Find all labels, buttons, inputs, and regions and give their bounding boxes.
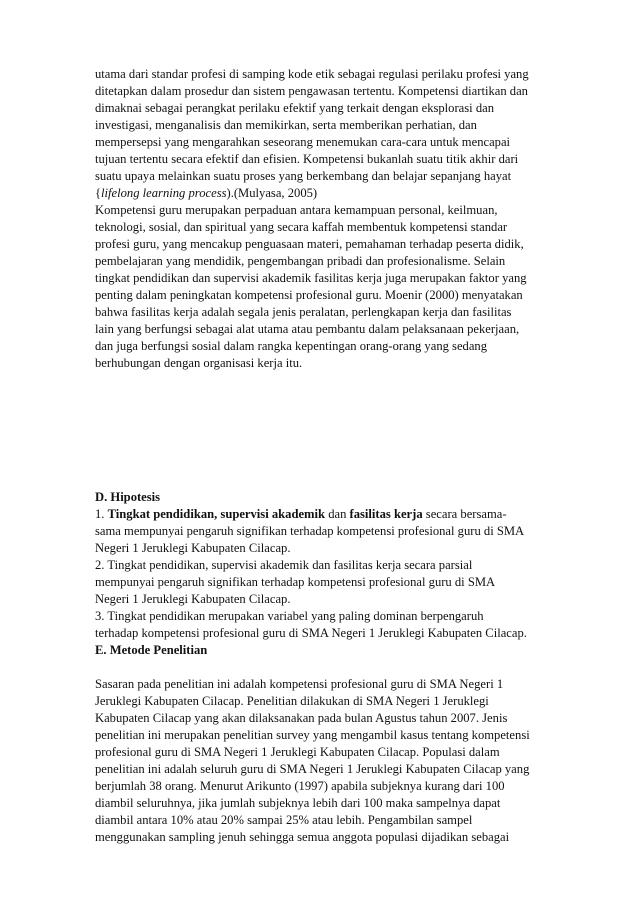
blank-line — [95, 659, 555, 676]
text-line: berjumlah 38 orang. Menurut Arikunto (1997) apabila subjeknya kurang dari 100 — [95, 779, 505, 793]
text-line: teknologi, sosial, dan spiritual yang secara kaffah membentuk kompetensi standar — [95, 220, 508, 234]
text-line: mempersepsi yang mengarahkan seseorang menemukan cara-cara untuk mencapai — [95, 135, 511, 149]
text-line: tingkat pendidikan dan supervisi akademik fasilitas kerja juga merupakan faktor yang — [95, 271, 527, 285]
heading-metode: E. Metode Penelitian — [95, 643, 208, 657]
hypothesis-3-line: 3. Tingkat pendidikan merupakan variabel yang paling dominan berpengaruh — [95, 609, 484, 623]
text-line: berhubungan dengan organisasi kerja itu. — [95, 356, 303, 370]
hypothesis-1-line — [95, 506, 555, 523]
text-line: diambil antara 10% atau 20% sampai 25% atau lebih. Pengambilan sampel — [95, 813, 473, 827]
hypothesis-1-mid: dan — [325, 507, 350, 521]
text-line: profesi guru, yang mencakup penguasaan materi, pemahaman terhadap peserta didik, — [95, 237, 524, 251]
text-line: menggunakan sampling jenuh sehingga semua anggota populasi dijadikan sebagai — [95, 830, 510, 844]
text-line: suatu upaya melainkan suatu proses yang berkembang dan belajar sepanjang hayat — [95, 169, 512, 183]
citation-close: ).(Mulyasa, 2005) — [226, 186, 318, 200]
hypothesis-2-line: 2. Tingkat pendidikan, supervisi akademik dan fasilitas kerja secara parsial — [95, 558, 473, 572]
text-line: bahwa fasilitas kerja adalah segala jenis peralatan, perlengkapan kerja dan fasilitas — [95, 305, 512, 319]
citation-italic: lifelong learning process — [101, 186, 227, 200]
text-line: dan juga berfungsi sosial dalam rangka kepentingan orang-orang yang sedang — [95, 339, 488, 353]
citation-line — [95, 185, 555, 202]
paragraph-kompetensi — [95, 66, 555, 372]
text-line: lain yang berfungsi sebagai alat utama atau pembantu dalam pelaksanaan pekerjaan, — [95, 322, 520, 336]
text-line: penelitian ini merupakan penelitian survey yang mengambil kasus tentang kompetensi — [95, 728, 530, 742]
hypothesis-1-bold-a: Tingkat pendidikan, supervisi akademik — [107, 507, 326, 521]
citation-open: { — [95, 186, 102, 200]
section-hipotesis-metode — [95, 489, 555, 846]
text-line: dimaknai sebagai perangkat perilaku efektif yang terkait dengan eksplorasi dan — [95, 101, 494, 115]
text-line: ditetapkan dalam prosedur dan sistem pengawasan tertentu. Kompetensi diartikan dan — [95, 84, 528, 98]
text-line: Jeruklegi Kabupaten Cilacap. Penelitian dilakukan di SMA Negeri 1 Jeruklegi — [95, 694, 489, 708]
text-line: utama dari standar profesi di samping kode etik sebagai regulasi perilaku profesi yang — [95, 67, 529, 81]
text-line: mempunyai pengaruh signifikan terhadap kompetensi profesional guru di SMA — [95, 575, 496, 589]
text-line: penting dalam peningkatan kompetensi profesional guru. Moenir (2000) menyatakan — [95, 288, 523, 302]
text-line: diambil seluruhnya, jika jumlah subjeknya lebih dari 100 maka sampelnya dapat — [95, 796, 501, 810]
text-line: Negeri 1 Jeruklegi Kabupaten Cilacap. — [95, 592, 291, 606]
text-line: terhadap kompetensi profesional guru di SMA Negeri 1 Jeruklegi Kabupaten Cilacap. — [95, 626, 527, 640]
hypothesis-1-number: 1. — [95, 507, 108, 521]
text-line: profesional guru di SMA Negeri 1 Jeruklegi Kabupaten Cilacap. Populasi dalam — [95, 745, 500, 759]
text-line: Negeri 1 Jeruklegi Kabupaten Cilacap. — [95, 541, 291, 555]
text-line: Kabupaten Cilacap yang akan dilaksanakan pada bulan Agustus tahun 2007. Jenis — [95, 711, 508, 725]
hypothesis-1-rest: secara bersama- — [422, 507, 507, 521]
text-line: investigasi, menganalisis dan memikirkan, serta memberikan perhatian, dan — [95, 118, 477, 132]
text-line: Kompetensi guru merupakan perpaduan antara kemampuan personal, keilmuan, — [95, 203, 498, 217]
hypothesis-1-bold-b: fasilitas kerja — [349, 507, 423, 521]
text-line: penelitian ini adalah seluruh guru di SMA Negeri 1 Jeruklegi Kabupaten Cilacap yang — [95, 762, 530, 776]
text-line: Sasaran pada penelitian ini adalah kompetensi profesional guru di SMA Negeri 1 — [95, 677, 504, 691]
text-line: tujuan tertentu secara efektif dan efisien. Kompetensi bukanlah suatu titik akhir dari — [95, 152, 519, 166]
text-line: pembelajaran yang mendidik, pengembangan pribadi dan profesionalisme. Selain — [95, 254, 506, 268]
heading-hipotesis: D. Hipotesis — [95, 490, 161, 504]
text-line: sama mempunyai pengaruh signifikan terhadap kompetensi profesional guru di SMA — [95, 524, 525, 538]
